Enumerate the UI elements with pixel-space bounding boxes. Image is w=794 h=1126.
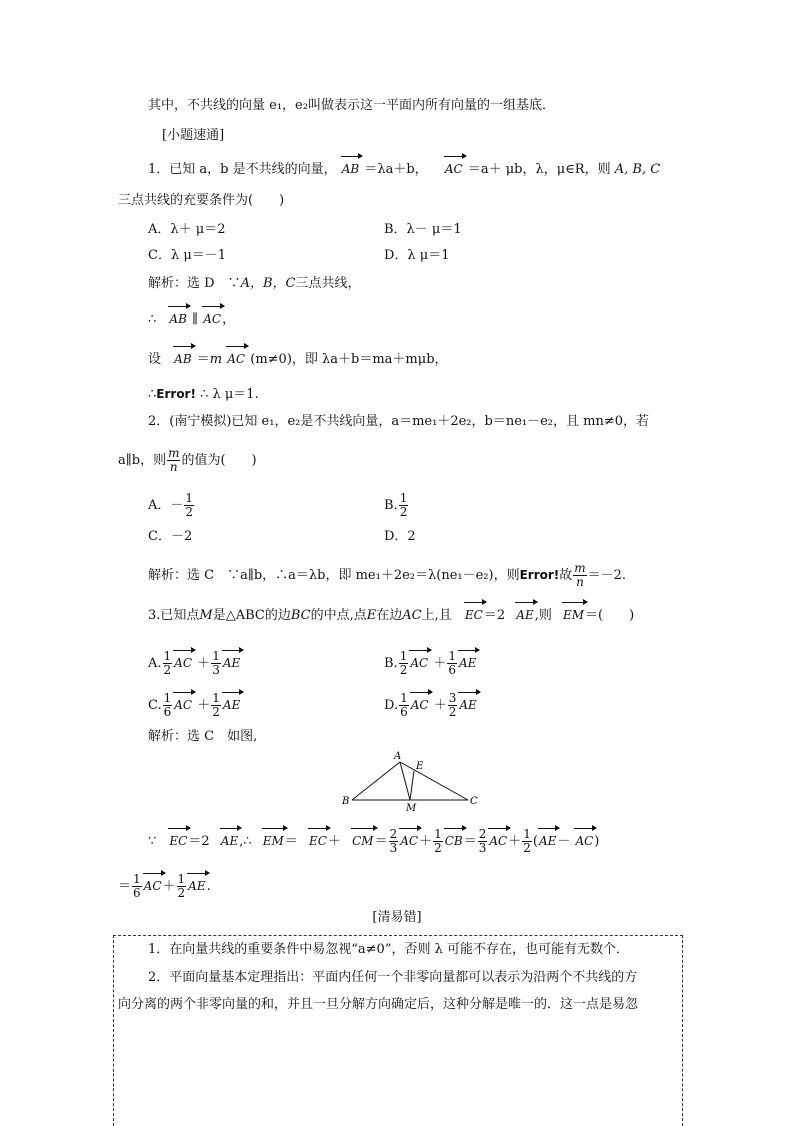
eq: ＝: [118, 879, 132, 894]
q2-frac-den: n: [169, 460, 178, 474]
q2-optA-label: A．－: [148, 498, 184, 513]
frac-den: 2: [399, 505, 408, 519]
vector-ac: AC: [409, 653, 429, 673]
q3-text: 3.已知点: [148, 608, 200, 623]
vector-em: EM: [262, 831, 285, 851]
vector-ac: AC: [574, 831, 594, 851]
vector-ec: EC: [168, 831, 188, 851]
frac-den: 2: [523, 841, 531, 855]
frac-den: 6: [163, 705, 172, 719]
vector-ec: EC: [464, 605, 484, 625]
q1-stem: [148, 159, 660, 180]
vector-ac: AC: [173, 695, 193, 715]
q2-solution: [148, 562, 626, 589]
q3-option-b: [384, 650, 477, 677]
q3-option-d: [384, 692, 478, 719]
q3-point-e: E: [366, 608, 377, 623]
frac-den: 2: [448, 705, 457, 719]
q2-option-c: C．－2: [148, 529, 193, 544]
q3-text: ,则: [534, 608, 552, 623]
clear-point-1: 1．在向量共线的重要条件中易忽视“a≠0”，否则 λ 可能不存在，也可能有无数个．: [148, 942, 629, 957]
q1-sol1-c: 三点共线，: [295, 276, 361, 291]
q2-optB-label: B.: [384, 498, 398, 513]
q2-stem: 2．(南宁模拟)已知 e₁，e₂是不共线向量，a＝me₁＋2e₂，b＝ne₁－e₂，且 mn≠0，若: [148, 414, 650, 429]
q1-sol2-c: ，: [222, 312, 236, 327]
q2-text-c: 的值为( ): [181, 453, 257, 468]
period: .: [206, 879, 211, 894]
segment-em: [410, 771, 414, 800]
q1-text-a: 1．已知 a，b 是不共线的向量，: [148, 162, 337, 177]
segment-am: [400, 762, 410, 800]
vector-ac: AC: [444, 159, 464, 179]
q1-option-d: D．λ μ＝1: [384, 248, 450, 263]
q1-sol2-a: ∴: [148, 312, 157, 327]
vector-ab: AB: [173, 349, 192, 369]
q3-text: ＝2: [483, 608, 506, 623]
because: ∵: [148, 834, 157, 849]
frac-num: 1: [523, 827, 531, 841]
frac-den: 6: [448, 663, 456, 677]
q3-stem: [148, 605, 634, 626]
q1-solution-line4: [148, 384, 259, 405]
plus: ＋: [162, 879, 176, 894]
plus: ＋: [433, 656, 447, 671]
plus: ＋: [327, 834, 341, 849]
frac-num: 1: [177, 872, 186, 886]
frac-num: 1: [133, 872, 141, 886]
q3-text: ＝( ): [585, 608, 635, 623]
vector-ec: EC: [308, 831, 328, 851]
q3-text: 是△ABC: [212, 608, 265, 623]
q1-sol3-a: 设: [148, 352, 162, 367]
basis-sentence: 其中，不共线的向量 e₁，e₂叫做表示这一平面内所有向量的一组基底．: [148, 98, 555, 113]
plus: ＋: [419, 834, 433, 849]
q1-sol2-parallel: ∥: [192, 312, 199, 327]
q3-text: 的边: [264, 608, 291, 623]
eq: ＝: [374, 834, 388, 849]
eq: ＝: [463, 834, 477, 849]
frac-num: 3: [448, 691, 457, 705]
q2-option-a: [148, 492, 195, 519]
q2-sol-d: ＝－2.: [587, 568, 627, 583]
section-clear-title: [清易错]: [372, 910, 422, 925]
frac-num: m: [574, 561, 586, 575]
q3-side-ac: AC: [402, 608, 422, 623]
q1-sol1-points: A，B，C: [240, 276, 296, 291]
frac-den: 2: [163, 663, 172, 677]
frac-den: 2: [212, 705, 220, 719]
frac-num: 1: [399, 649, 408, 663]
frac-num: 1: [448, 649, 456, 663]
q1-text-c: ＝a＋ μb，λ，μ∈R，则: [467, 162, 611, 177]
q1-sol3-eq: ＝: [196, 352, 210, 367]
frac-num: 1: [163, 691, 172, 705]
q2-optA-fraction: [184, 492, 194, 519]
q3-point-m: M: [199, 608, 213, 623]
q1-option-a: A．λ＋ μ＝2: [148, 222, 226, 237]
frac-num: 1: [399, 491, 408, 505]
triangle-figure: [330, 748, 490, 814]
q1-solution-line3: [148, 349, 448, 370]
q1-option-b: B．λ－ μ＝1: [384, 222, 462, 237]
vector-em: EM: [562, 605, 585, 625]
frac-num: 1: [434, 827, 442, 841]
vector-ae: AE: [515, 605, 534, 625]
q1-sol4-a: ∴: [148, 387, 157, 402]
vector-ac: AC: [399, 831, 419, 851]
frac-num: 2: [478, 827, 487, 841]
eq: ＝: [284, 834, 298, 849]
vector-ac: AC: [143, 876, 163, 896]
q2-sol-error: Error!: [519, 568, 560, 582]
vector-ae: AE: [458, 695, 477, 715]
eq-two: ＝2: [188, 834, 210, 849]
q2-stem-cont: [118, 447, 257, 474]
q2-optB-fraction: [399, 492, 409, 519]
paren-open: (: [532, 834, 538, 849]
clear-point-2-cont: 向分离的两个非零向量的和，并且一旦分解方向确定后，这种分解是唯一的．这一点是易忽: [118, 997, 639, 1012]
plus: ＋: [197, 698, 211, 713]
q1-solution-line2: [148, 309, 235, 330]
frac-num: 1: [185, 491, 194, 505]
frac-num: 1: [212, 691, 220, 705]
q1-sol4-error: Error!: [156, 387, 196, 401]
frac-den: 2: [185, 505, 194, 519]
frac-den: 6: [133, 886, 141, 900]
q2-text-b: a∥b，则: [118, 453, 167, 468]
q1-stem-cont: 三点共线的充要条件为( ): [118, 193, 285, 208]
paren-close: ): [594, 834, 600, 849]
vector-ae: AE: [538, 831, 557, 851]
q3-derivation-line2: [118, 873, 211, 900]
vector-ae: AE: [458, 653, 477, 673]
vector-ab: AB: [341, 159, 360, 179]
q3-text: 的中点,点: [310, 608, 367, 623]
label-e: E: [416, 761, 424, 772]
q2-sol-c: 故: [559, 568, 573, 583]
label-c: C: [470, 796, 478, 807]
q1-sol3-d: (m≠0)，即 λa＋b＝ma＋mμb，: [250, 352, 448, 367]
option-label: B.: [384, 656, 398, 671]
q3-solution-intro: 解析：选 C 如图,: [148, 729, 258, 744]
q2-frac-num: m: [168, 446, 180, 460]
q3-text: 上,且: [421, 608, 452, 623]
q1-sol4-c: ∴ λ μ＝1.: [195, 387, 259, 402]
q3-option-c: [148, 692, 241, 719]
vector-ac: AC: [226, 349, 246, 369]
q3-side-bc: BC: [290, 608, 311, 623]
section-quick-title: [小题速通]: [162, 128, 225, 143]
q1-points: A, B, C: [614, 162, 661, 177]
vector-ac: AC: [410, 695, 430, 715]
plus: ＋: [508, 834, 522, 849]
vector-ac: AC: [488, 831, 508, 851]
q2-option-d: D．2: [384, 529, 416, 544]
frac-den: 2: [399, 663, 408, 677]
q1-solution-line1: [148, 274, 360, 294]
q3-text: 在边: [376, 608, 403, 623]
vector-ae: AE: [222, 653, 241, 673]
vector-ac: AC: [202, 309, 222, 329]
option-label: A.: [148, 656, 162, 671]
frac-num: 1: [212, 649, 220, 663]
q2-sol-a: 解析：选 C ∵a∥b，∴a＝λb，即 me₁＋2e₂＝λ(ne₁－e₂)，则: [148, 568, 520, 583]
vector-cb: CB: [444, 831, 464, 851]
q2-sol-fraction: [573, 562, 586, 589]
plus: ＋: [197, 656, 211, 671]
label-a: A: [394, 751, 402, 762]
vector-cm: CM: [351, 831, 374, 851]
frac-den: 3: [478, 841, 487, 855]
frac-den: 6: [400, 705, 408, 719]
frac-den: n: [576, 575, 584, 589]
frac-num: 2: [389, 827, 398, 841]
frac-den: 3: [212, 663, 220, 677]
clear-point-2: 2．平面向量基本定理指出：平面内任何一个非零向量都可以表示为沿两个不共线的方: [148, 970, 638, 985]
option-label: C.: [148, 698, 162, 713]
frac-num: 1: [163, 649, 172, 663]
label-b: B: [342, 796, 350, 807]
vector-ae: AE: [220, 831, 239, 851]
vector-ab: AB: [168, 309, 187, 329]
option-label: D.: [384, 698, 399, 713]
q3-option-a: [148, 650, 241, 677]
therefore: ,∴: [239, 834, 252, 849]
frac-num: 1: [400, 691, 408, 705]
vector-ae: AE: [222, 695, 241, 715]
q1-sol1-a: 解析：选 D ∵: [148, 276, 241, 291]
q3-derivation-line1: [148, 828, 599, 855]
q1-option-c: C．λ μ＝－1: [148, 248, 227, 263]
q2-option-b: [384, 492, 409, 519]
edge-ab: [352, 762, 400, 800]
plus: ＋: [433, 698, 447, 713]
vector-ae: AE: [187, 876, 206, 896]
clear-errors-box: [113, 935, 683, 1126]
edge-ac: [400, 762, 468, 800]
frac-den: 3: [389, 841, 398, 855]
q1-text-b: ＝λa＋b，: [364, 162, 428, 177]
vector-ac: AC: [173, 653, 193, 673]
frac-den: 2: [434, 841, 442, 855]
minus: －: [557, 834, 571, 849]
q2-fraction-m-n: [167, 447, 180, 474]
label-m: M: [406, 803, 417, 814]
frac-den: 2: [177, 886, 186, 900]
q1-sol3-m: m: [209, 352, 223, 367]
